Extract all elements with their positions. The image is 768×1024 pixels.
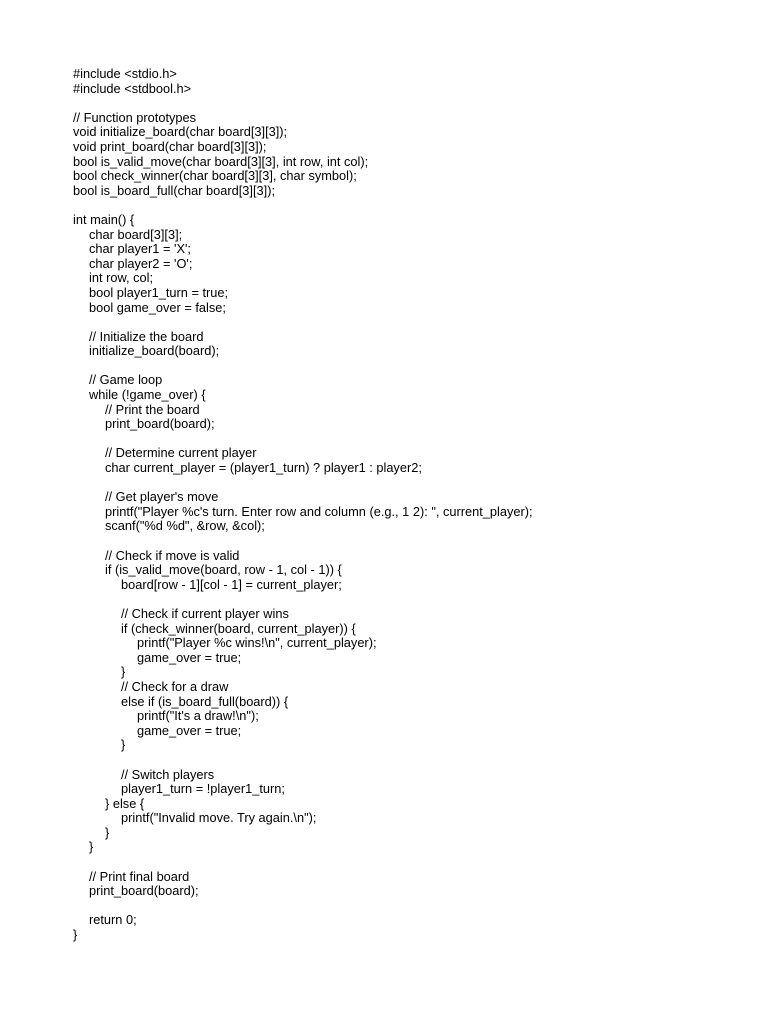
code-line: char player1 = 'X'; xyxy=(89,241,191,257)
code-line xyxy=(73,592,533,607)
code-line: } xyxy=(89,839,94,855)
code-line: initialize_board(board); xyxy=(89,343,220,359)
code-line: // Check if current player wins xyxy=(121,605,289,621)
code-line: bool is_board_full(char board[3][3]); xyxy=(73,182,276,198)
code-line: return 0; xyxy=(89,912,137,928)
code-line: char board[3][3]; xyxy=(89,226,183,242)
code-line: } else { xyxy=(105,795,145,811)
code-line: char current_player = (player1_turn) ? player1 : player2; xyxy=(105,460,422,476)
code-line: // Print final board xyxy=(89,868,190,884)
code-line: void initialize_board(char board[3][3]); xyxy=(73,124,288,140)
code-line: print_board(board); xyxy=(89,883,199,899)
code-line: scanf("%d %d", &row, &col); xyxy=(105,518,265,534)
code-line: // Initialize the board xyxy=(89,328,204,344)
code-line: } xyxy=(121,664,126,680)
code-line: player1_turn = !player1_turn; xyxy=(121,781,285,797)
code-line: game_over = true; xyxy=(137,649,242,665)
code-line: printf("It's a draw!\n"); xyxy=(137,708,259,724)
code-line xyxy=(73,534,533,549)
code-line: bool game_over = false; xyxy=(89,299,226,315)
code-line: } xyxy=(121,737,126,753)
code-line: int row, col; xyxy=(89,270,154,286)
code-line: char player2 = 'O'; xyxy=(89,255,193,271)
code-line: } xyxy=(73,927,78,943)
code-line: #include <stdio.h> xyxy=(73,66,177,81)
code-line: printf("Player %c wins!\n", current_player); xyxy=(137,635,377,651)
code-line: if (check_winner(board, current_player)) { xyxy=(121,620,356,636)
code-line: if (is_valid_move(board, row - 1, col - 1)) { xyxy=(105,562,342,578)
code-line: // Check for a draw xyxy=(121,678,229,694)
code-line: bool player1_turn = true; xyxy=(89,284,229,300)
code-line: int main() { xyxy=(73,211,135,227)
code-line xyxy=(73,359,533,374)
code-line: // Game loop xyxy=(89,372,163,388)
code-line: printf("Invalid move. Try again.\n"); xyxy=(121,810,317,826)
code-line: // Determine current player xyxy=(105,445,257,461)
code-line xyxy=(73,432,533,447)
code-line xyxy=(73,315,533,330)
code-line xyxy=(73,96,533,111)
code-line: game_over = true; xyxy=(137,722,242,738)
code-line: else if (is_board_full(board)) { xyxy=(121,693,289,709)
code-line: while (!game_over) { xyxy=(89,387,206,403)
code-line xyxy=(73,855,533,870)
code-line xyxy=(73,899,533,914)
code-line: print_board(board); xyxy=(105,416,215,432)
code-line: bool check_winner(char board[3][3], char symbol); xyxy=(73,168,357,184)
code-line xyxy=(73,753,533,768)
code-line: printf("Player %c's turn. Enter row and column (e.g., 1 2): ", current_player); xyxy=(105,503,533,519)
code-line: // Print the board xyxy=(105,401,200,417)
code-line: #include <stdbool.h> xyxy=(73,80,192,96)
code-line xyxy=(73,198,533,213)
code-line: bool is_valid_move(char board[3][3], int row, int col); xyxy=(73,153,369,169)
code-line: // Get player's move xyxy=(105,489,219,505)
code-line: // Check if move is valid xyxy=(105,547,240,563)
code-line: // Function prototypes xyxy=(73,109,197,125)
code-line: board[row - 1][col - 1] = current_player; xyxy=(121,576,342,592)
code-line: // Switch players xyxy=(121,766,215,782)
code-line: void print_board(char board[3][3]); xyxy=(73,138,267,154)
code-listing xyxy=(73,67,533,943)
code-line xyxy=(73,476,533,491)
code-line: } xyxy=(105,824,110,840)
